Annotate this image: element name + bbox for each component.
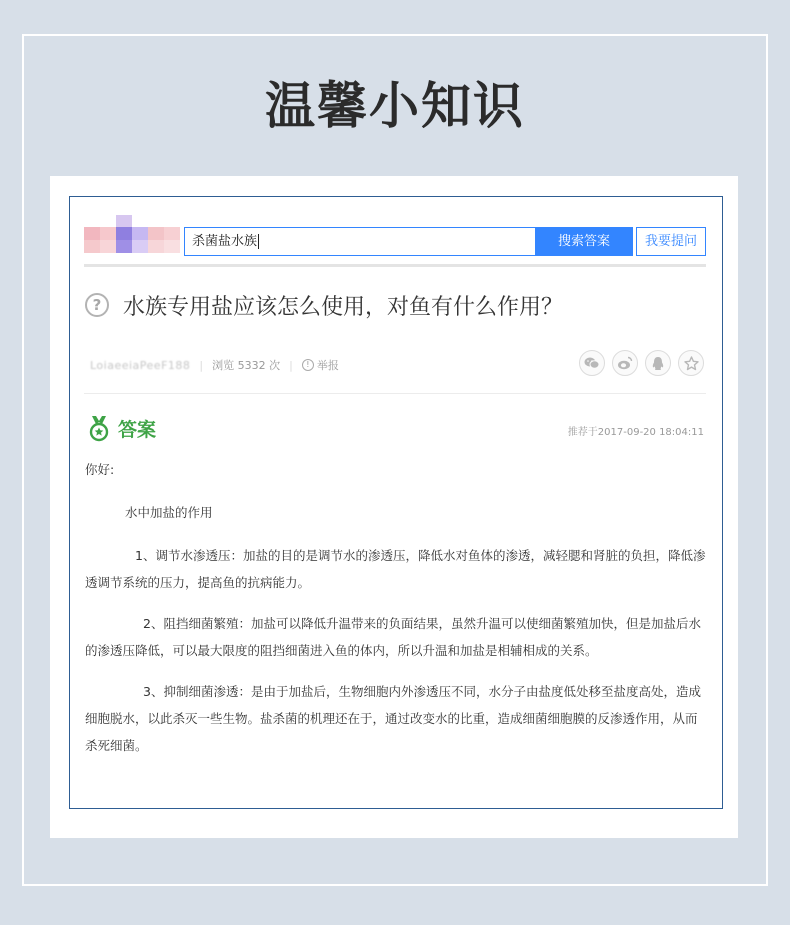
qa-screenshot: [69, 196, 723, 809]
weibo-icon[interactable]: [612, 350, 638, 376]
report-icon[interactable]: !: [302, 359, 314, 371]
recommended-timestamp: 推荐于2017-09-20 18:04:11: [567, 427, 704, 438]
share-icons: [579, 350, 704, 376]
search-input[interactable]: [184, 227, 536, 256]
banner-title: 温馨小知识: [265, 77, 525, 135]
question-title: 水族专用盐应该怎么使用，对鱼有什么作用？: [123, 295, 564, 320]
report-link[interactable]: 举报: [316, 359, 339, 372]
answer-greeting: 你好:: [85, 462, 115, 477]
answer-paragraph: 1、调节水渗透压：加盐的目的是调节水的渗透压，降低水对鱼体的渗透，减轻腮和肾脏的负担，降低渗透调节系统的压力，提高鱼的抗病能力。: [85, 548, 706, 590]
header-divider: [84, 264, 706, 267]
site-logo: [84, 215, 180, 253]
answer-header: [89, 415, 156, 442]
question-mark-icon: ?: [85, 293, 109, 317]
search-answer-button[interactable]: 搜索答案: [535, 227, 633, 256]
qq-icon[interactable]: [645, 350, 671, 376]
screenshot-card: [50, 176, 738, 838]
search-query: 杀菌盐水族: [192, 234, 258, 249]
ask-question-button[interactable]: 我要提问: [636, 227, 706, 256]
medal-icon: [89, 416, 109, 442]
answer-label: 答案: [118, 419, 157, 441]
answer-paragraph: 3、抑制细菌渗透：是由于加盐后，生物细胞内外渗透压不同，水分子由盐度低处移至盐度高处，造成细胞脱水，以此杀灭一些生物。盐杀菌的机理还在于，通过改变水的比重，造成细菌细胞膜的反渗透作用，从而杀死细菌。: [85, 684, 701, 753]
wechat-icon[interactable]: [579, 350, 605, 376]
meta-separator: |: [289, 358, 293, 372]
answer-body: [85, 456, 707, 773]
content-divider: [84, 393, 706, 394]
question-meta: [90, 357, 339, 373]
meta-separator: |: [199, 358, 204, 372]
asker-username[interactable]: LoiaeeiaPeeF188: [90, 358, 191, 372]
answer-paragraph: 2、阻挡细菌繁殖：加盐可以降低升温带来的负面结果，虽然升温可以使细菌繁殖加快，但是加盐后水的渗透压降低，可以最大限度的阻挡细菌进入鱼的体内，所以升温和加盐是相辅相成的关系。: [85, 616, 701, 658]
star-icon[interactable]: [678, 350, 704, 376]
view-count: 浏览 5332 次: [212, 359, 281, 372]
answer-heading: 水中加盐的作用: [125, 505, 213, 520]
